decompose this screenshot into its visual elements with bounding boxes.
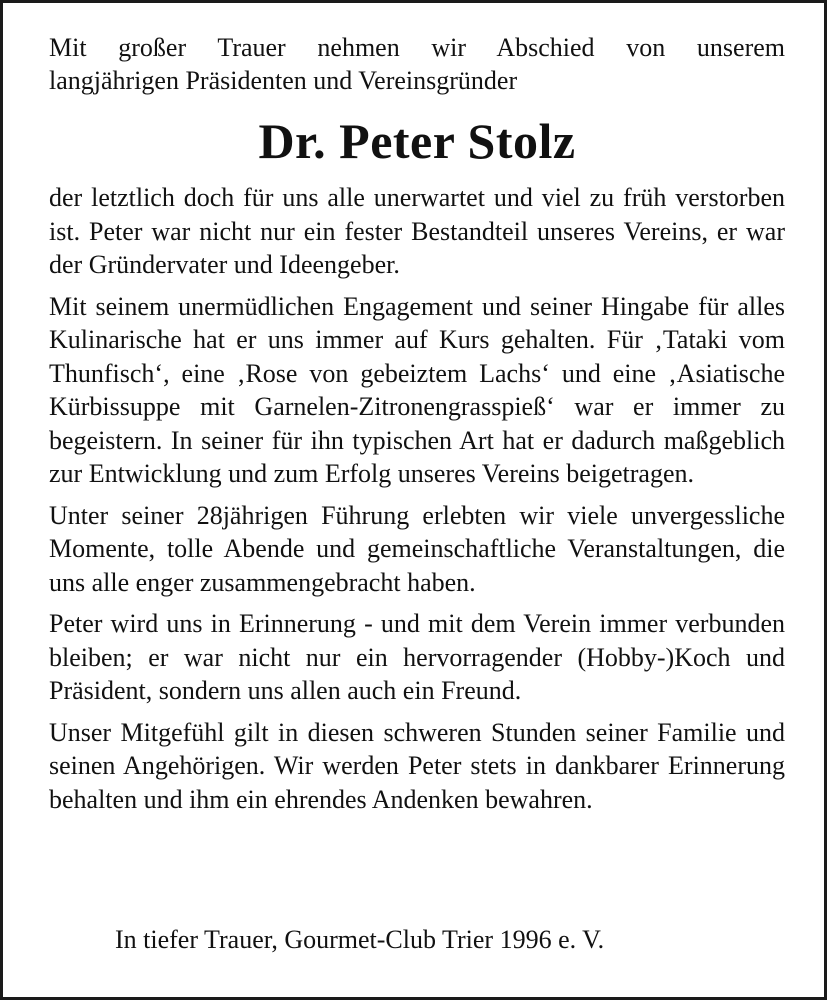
closing-signature: In tiefer Trauer, Gourmet-Club Trier 1996 e. V. (115, 925, 605, 954)
paragraph-4: Peter wird uns in Erinnerung - und mit dem Verein immer verbunden bleiben; er war nicht nur ein hervorragender (Hobby-)Koch und Präsident, sondern uns allen auch ein Freund. (49, 609, 785, 705)
intro-line-2: langjährigen Präsidenten und Vereinsgründer (49, 66, 518, 95)
paragraph-5: Unser Mitgefühl gilt in diesen schweren Stunden seiner Familie und seinen Angehörigen. Wir werden Peter stets in dankbarer Erinnerung behalten und ihm ein ehrendes Andenken bewahren. (49, 717, 785, 814)
paragraph-2: Mit seinem unermüdlichen Engagement und seiner Hingabe für alles Kulinarische hat er uns immer auf Kurs gehalten. Für ‚Tataki vom Thunfisch‘, eine ‚Rose von gebeiztem Lachs‘ und eine ‚Asiatische Kürbissuppe mit Garnelen-Zitronengrasspieß‘ war er immer zu begeistern. In seiner für ihn typischen Art hat er dadurch maßgeblich zur Entwicklung und zum Erfolg unseres Vereins beigetragen. (49, 291, 785, 488)
intro-line-1: Mit großer Trauer nehmen wir Abschied von unserem (49, 33, 785, 62)
notice-content (49, 31, 785, 824)
intro-text (49, 31, 785, 97)
deceased-name: Dr. Peter Stolz (258, 113, 576, 169)
paragraph-3: Unter seiner 28jährigen Führung erlebten wir viele unvergessliche Momente, tolle Abende und gemeinschaftliche Veranstaltungen, die uns alle enger zusammengebracht haben. (49, 500, 785, 597)
paragraph-1: der letztlich doch für uns alle unerwartet und viel zu früh verstorben ist. Peter war nicht nur ein fester Bestandteil unseres Vereins, er war der Gründervater und Ideengeber. (49, 183, 785, 279)
